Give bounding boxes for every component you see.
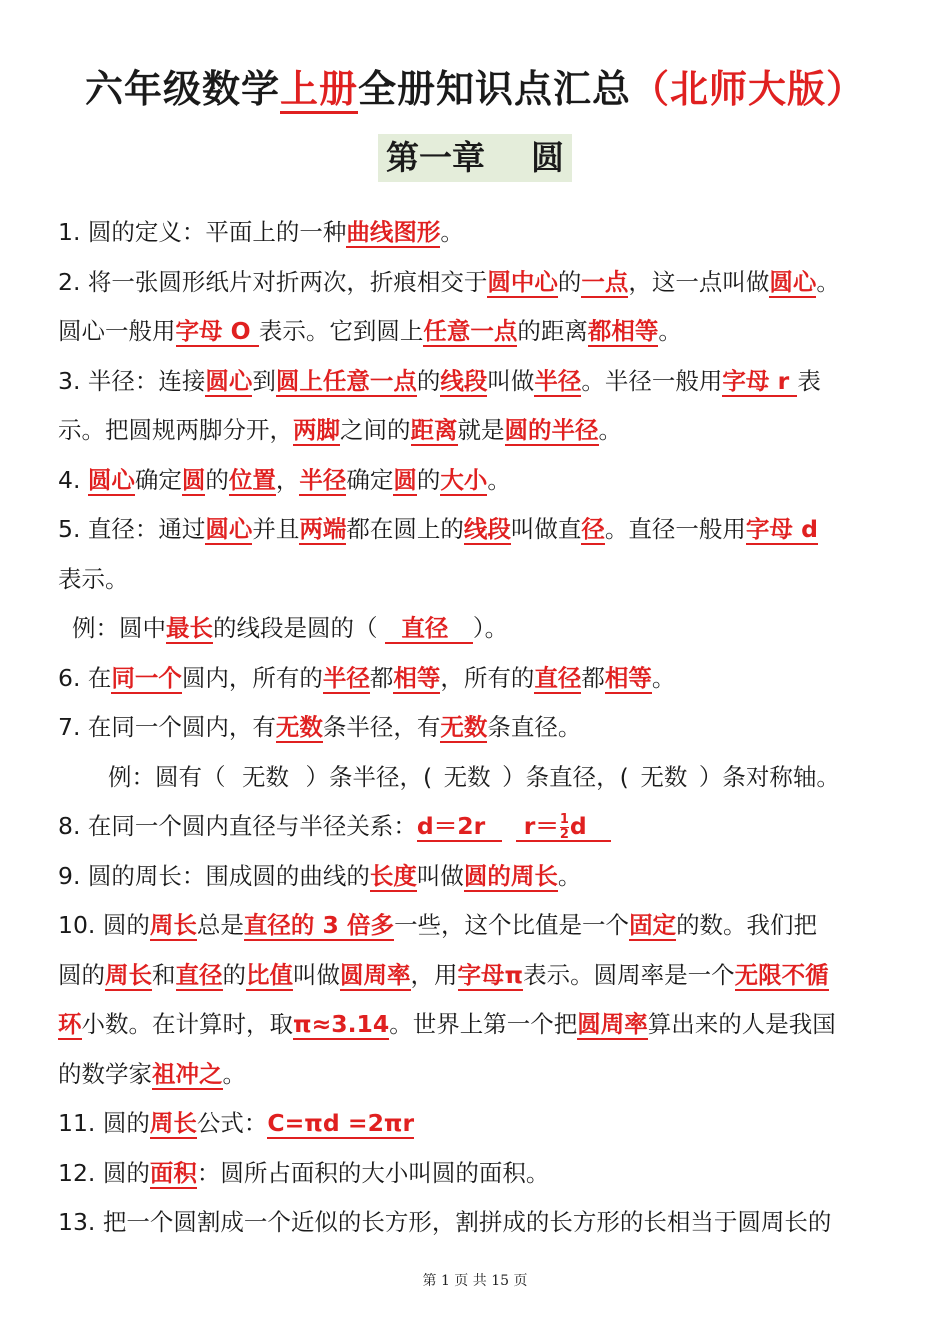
highlight: 周长 [149, 1109, 197, 1137]
chapter-heading: 第一章 圆 [378, 134, 572, 182]
text: 表示。它到圆上 [258, 317, 424, 345]
highlight: 线段 [463, 515, 511, 543]
text: 。 [487, 465, 511, 494]
point-10 [58, 901, 903, 951]
text: ，用 [410, 960, 458, 989]
text: 叫做 [293, 960, 340, 989]
text: r＝ [515, 812, 559, 840]
text: 。世界上第一个把 [389, 1010, 578, 1038]
text: 都 [369, 663, 394, 692]
text: 小数。在计算时，取 [81, 1010, 293, 1038]
answer-blank: 无数 [640, 762, 688, 791]
highlight: 两脚 [293, 416, 340, 444]
highlight: 圆上任意一点 [275, 366, 417, 395]
highlight: 直径的 3 倍多 [243, 911, 395, 939]
fraction-denominator: 2 [559, 827, 569, 842]
highlight: 无数 [275, 713, 323, 741]
example-2 [58, 753, 903, 803]
point-2-cont [58, 307, 903, 357]
text: 9. 圆的周长：围成圆的曲线的 [58, 861, 370, 890]
text: 都 [581, 663, 605, 692]
text: ，这一点叫做 [628, 267, 770, 296]
text: 之间的 [340, 416, 411, 444]
highlight: 曲线图形 [346, 218, 441, 246]
highlight: 两端 [299, 515, 347, 543]
highlight: 字母π [457, 960, 524, 989]
point-12 [58, 1149, 903, 1199]
text: ）条直径，( [502, 762, 629, 791]
point-9 [58, 852, 903, 902]
text: 2. 将一张圆形纸片对折两次，折痕相交于 [58, 267, 488, 296]
text: 到 [252, 366, 276, 395]
text: 例：圆中 [72, 614, 166, 642]
text: 叫做 [487, 366, 535, 395]
highlight: 相等 [393, 663, 441, 692]
text: 。 [598, 416, 622, 444]
page-title [0, 58, 950, 113]
text: 的距离 [517, 317, 588, 345]
text: 表 [797, 366, 821, 395]
point-10-cont-2 [58, 1000, 903, 1050]
point-3-cont [58, 406, 903, 456]
fraction-numerator: 1 [559, 812, 569, 827]
text: 的 [416, 465, 441, 494]
highlight: 环 [58, 1010, 82, 1038]
text: 的 [416, 366, 441, 395]
text: 的数。我们把 [676, 911, 818, 939]
title-keyword: 上册 [280, 67, 358, 114]
highlight: 圆的半径 [504, 416, 599, 444]
text: ）条半径，( [305, 762, 433, 791]
text: 11. 圆的 [58, 1109, 150, 1137]
formula-circumference: C=πd =2πr [267, 1109, 415, 1137]
text: d [569, 812, 612, 840]
point-5 [58, 505, 903, 555]
title-prefix: 六年级数学 [84, 67, 280, 111]
point-3 [58, 357, 903, 407]
text: 。 [440, 218, 464, 246]
highlight: 圆心 [205, 515, 253, 543]
text: 例：圆有（ [108, 762, 226, 791]
text: 条半径，有 [322, 713, 441, 741]
text: 12. 圆的 [58, 1158, 150, 1187]
text: 表示。圆周率是一个 [523, 960, 735, 989]
text: ）条对称轴。 [698, 762, 840, 791]
highlight: 圆心 [87, 465, 135, 494]
text: 。 [658, 317, 682, 345]
highlight: 位置 [228, 465, 276, 494]
answer-blank: 无数 [443, 762, 491, 791]
highlight: 直径 [534, 663, 582, 692]
text: 叫做 [416, 861, 464, 890]
title-middle: 全册知识点汇总 [358, 67, 632, 111]
highlight: 周长 [105, 960, 152, 989]
text: 。 [816, 267, 840, 296]
text: 。 [222, 1059, 246, 1088]
text: 6. 在 [58, 663, 112, 692]
highlight: 直径 [175, 960, 223, 989]
formula-diameter: d＝2r [416, 812, 502, 840]
text: 7. 在同一个圆内，有 [58, 713, 276, 741]
text: 4. [58, 465, 88, 494]
point-5-cont [58, 555, 903, 605]
text: 。半径一般用 [581, 366, 723, 395]
highlight: 圆周率 [340, 960, 411, 989]
example-1 [58, 604, 903, 654]
text: 就是 [457, 416, 505, 444]
title-version: （北师大版） [631, 67, 866, 111]
content-body [58, 208, 903, 1248]
highlight: 圆 [181, 465, 206, 494]
text: 3. 半径：连接 [58, 366, 206, 395]
text: 表示。 [58, 564, 129, 593]
text: 并且 [252, 515, 300, 543]
point-13 [58, 1198, 903, 1248]
text: ）。 [472, 614, 509, 642]
text: 叫做直 [510, 515, 582, 543]
highlight: 相等 [604, 663, 652, 692]
highlight: 一点 [581, 267, 629, 296]
highlight: 圆的周长 [463, 861, 558, 890]
text: 1. 圆的定义：平面上的一种 [58, 218, 347, 246]
highlight: 同一个 [111, 663, 182, 692]
highlight: 任意一点 [423, 317, 518, 345]
highlight: 固定 [629, 911, 677, 939]
text: 的 [557, 267, 582, 296]
formula-radius [516, 812, 612, 842]
point-10-cont-3 [58, 1050, 903, 1100]
text: 的线段是圆的（ [213, 614, 385, 642]
text: 。直径一般用 [604, 515, 746, 543]
text: 的 [222, 960, 246, 989]
highlight: 周长 [149, 911, 197, 939]
highlight: 比值 [246, 960, 293, 989]
highlight: 距离 [410, 416, 458, 444]
highlight: 半径 [322, 663, 370, 692]
text: 公式： [196, 1109, 268, 1137]
text: 示。把圆规两脚分开， [58, 416, 293, 444]
text: 一些，这个比值是一个 [394, 911, 630, 939]
highlight: 半径 [299, 465, 347, 494]
highlight: 线段 [440, 366, 488, 395]
fraction [560, 813, 569, 842]
text: 和 [152, 960, 176, 989]
text: 都在圆上的 [346, 515, 464, 543]
point-2 [58, 258, 903, 308]
text: 8. 在同一个圆内直径与半径关系： [58, 812, 417, 840]
text: 条直径。 [487, 713, 582, 741]
text: 。 [557, 861, 582, 890]
text: 的数学家 [58, 1059, 152, 1088]
highlight: 圆周率 [577, 1010, 648, 1038]
highlight: 圆心 [769, 267, 817, 296]
highlight: 都相等 [587, 317, 659, 345]
point-8 [58, 802, 903, 852]
highlight: 字母 d [745, 515, 818, 543]
point-4 [58, 456, 903, 506]
point-1 [58, 208, 903, 258]
answer-blank: 无数 [242, 762, 289, 791]
answer-blank: 直径 [384, 614, 473, 642]
text: 确定 [134, 465, 182, 494]
text: 。 [651, 663, 676, 692]
text: ：圆所占面积的大小叫圆的面积。 [196, 1158, 550, 1187]
highlight: 字母 r [722, 366, 798, 395]
highlight: 半径 [534, 366, 582, 395]
text: ， [275, 465, 300, 494]
point-6 [58, 654, 903, 704]
point-11 [58, 1099, 903, 1149]
highlight: 最长 [166, 614, 213, 642]
highlight: π≈3.14 [293, 1010, 390, 1038]
highlight: 长度 [369, 861, 417, 890]
text: ，所有的 [440, 663, 535, 692]
text: 总是 [196, 911, 244, 939]
text: 算出来的人是我国 [647, 1010, 836, 1038]
text: 圆心一般用 [58, 317, 176, 345]
page-footer: 第 1 页 共 15 页 [422, 1273, 528, 1289]
text: 圆内，所有的 [181, 663, 323, 692]
point-7 [58, 703, 903, 753]
text: 圆的 [58, 960, 105, 989]
highlight: 径 [581, 515, 605, 543]
highlight: 圆中心 [487, 267, 558, 296]
highlight: 大小 [440, 465, 488, 494]
highlight: 字母 O [175, 317, 259, 345]
text: 13. 把一个圆割成一个近似的长方形，割拼成的长方形的长相当于圆周长的 [58, 1208, 832, 1236]
highlight: 祖冲之 [152, 1059, 223, 1088]
text: 的 [205, 465, 229, 494]
highlight: 面积 [149, 1158, 197, 1187]
point-10-cont-1 [58, 951, 903, 1001]
highlight: 无数 [440, 713, 488, 741]
highlight: 圆 [393, 465, 417, 494]
chapter-heading-wrap [0, 134, 950, 182]
text: 5. 直径：通过 [58, 515, 206, 543]
highlight: 无限不循 [734, 960, 829, 989]
text: 确定 [346, 465, 394, 494]
text: 10. 圆的 [58, 911, 150, 939]
highlight: 圆心 [205, 366, 253, 395]
